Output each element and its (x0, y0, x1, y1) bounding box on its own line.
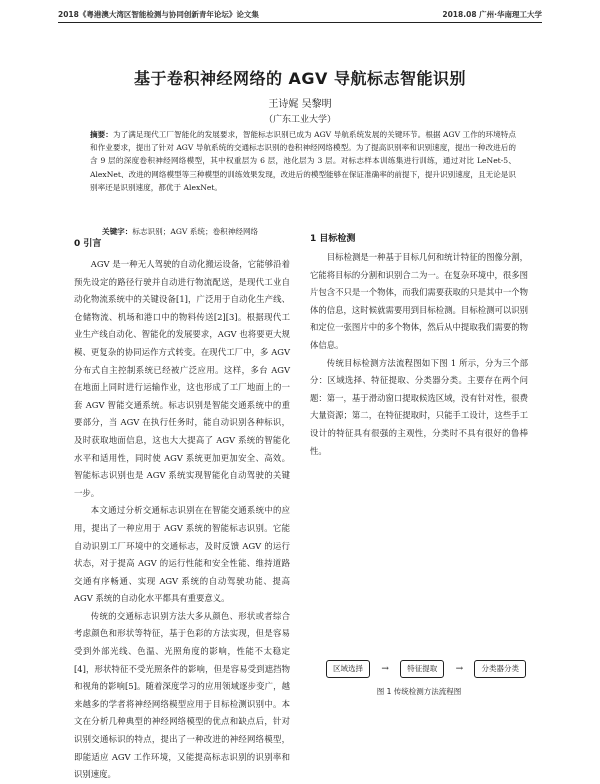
section-1-paragraph-2: 传统目标检测方法流程图如下图 1 所示，分为三个部分：区域选择、特征提取、分类器分类。主要存在两个问题：第一，基于滑动窗口提取候选区域，没有针对性，很费大量资源；第二，在特征提取时，只能手工设计，这些手工设计的特征具有很强的主观性，分类时不具有很好的鲁棒性。 (310, 357, 528, 456)
keywords-label: 关键字： (102, 227, 133, 236)
figure-1-caption: 图 1 传统检测方法流程图 (376, 687, 462, 696)
keywords-text: 标志识别；AGV 系统；卷积神经网络 (132, 227, 259, 236)
flow-arrow-icon: → (455, 664, 464, 674)
abstract-label: 摘要： (90, 130, 113, 139)
paper-affiliation: （广东工业大学） (263, 115, 336, 125)
running-header-right: 2018.08 广州·华南理工大学 (442, 10, 542, 19)
section-1-heading: 1 目标检测 (310, 234, 356, 244)
section-0-paragraph-3: 传统的交通标志识别方法大多从颜色、形状或者综合考虑颜色和形状等特征，基于色彩的方法实现，但是容易受到外部光线、色温、光照角度的影响，性能不太稳定[4]，形状特征不受光照条件的影响，但是容易受到遮挡物和视角的影响[5]。随着深度学习的应用领域逐步变广，越来越多的学者将神经网络模型应用于目标检测识别中。本文在分析几种典型的神经网络模型的优点和缺点后，针对识别交通标识的特点，提出了一种改进的神经网络模型，即能适应 AGV 工作环境，又能提高标志识别的识别率和识别速度。 (74, 610, 290, 780)
paper-authors: 王诗娓 吴黎明 (268, 99, 332, 110)
paper-title: 基于卷积神经网络的 AGV 导航标志智能识别 (133, 69, 467, 88)
flow-step-feature-extraction: 特征提取 (400, 660, 444, 678)
section-0-paragraph-2: 本文通过分析交通标志识别在在智能交通系统中的应用，提出了一种应用于 AGV 系统的智能标志识别。它能自动识别工厂环境中的交通标志，及时反馈 AGV 的运行状态，对于提高 AGV 的运行性能和安全性能、维持道路交通有序畅通、实现 AGV 系统的自动驾驶功能、提高 AGV 系统的自动化水平都具有重要意义。 (74, 505, 290, 604)
flow-step-region-selection: 区域选择 (326, 660, 370, 678)
section-1-paragraph-1: 目标检测是一种基于目标几何和统计特征的图像分割，它能将目标的分割和识别合二为一。在复杂环境中，很多图片包含不只是一个物体，而我们需要获取的只是其中一个物体的信息，这时候就需要用到目标检测。目标检测可以识别和定位一张图片中的多个物体，然后从中提取我们需要的物体信息。 (310, 252, 528, 350)
running-header (58, 8, 542, 23)
abstract (90, 128, 516, 194)
flow-step-classifier: 分类器分类 (474, 660, 526, 678)
section-0-paragraph-1: AGV 是一种无人驾驶的自动化搬运设备，它能够沿着预先设定的路径行驶并自动进行物流配送，是现代工业自动化物流系统中的关键设备[1]，广泛用于自动化生产线、仓储物流、机场和港口中的物料传送[2][3]。根据现代工业生产线自动化、智能化的发展要求，AGV 也将要更大规模、更复杂的协同运作方式转变。在现代工厂中，多 AGV 分布式自主控制系统已经被广泛应用。这样，多台 AGV 在地面上同时进行运输作业，这也形成了工厂地面上的一套 AGV 智能交通系统。标志识别是智能交通系统中的重要部分，当 AGV 在执行任务时，能自动识别各种标识，及时获取地面信息，这也大大提高了 AGV 系统的智能化水平和适用性，同时使 AGV 系统更加更加安全、高效。智能标志识别也是 AGV 系统实现智能化自动驾驶的关键一步。 (74, 259, 290, 498)
flow-arrow-icon: → (381, 664, 389, 674)
running-header-left: 2018《粤港澳大湾区智能检测与协同创新青年论坛》论文集 (58, 10, 259, 19)
abstract-text: 为了满足现代工厂智能化的发展要求，智能标志识别已成为 AGV 导航系统发展的关键环节。根据 AGV 工作的环境特点和作业要求，提出了针对 AGV 导航系统的交通标志识别的卷积神经网络模型。为了提高识别率和识别速度，提出一种改进后的含 9 层的深度卷积神经网络模型，其中权重层为 6 层，池化层为 3 层。对标志样本训练集进行训练，通过对比 LeNet-5、AlexNet、改进的网络模型等三种模型的训练效果发现，改进后的模型能够在保证准确率的前提下，提升识别速度，且无论是识别率还是识别速度，都优于 AlexNet。 (90, 130, 517, 192)
left-column (74, 234, 290, 784)
figure-1-flowchart (326, 658, 526, 680)
right-column (310, 229, 528, 460)
section-0-heading: 0 引言 (74, 239, 102, 249)
